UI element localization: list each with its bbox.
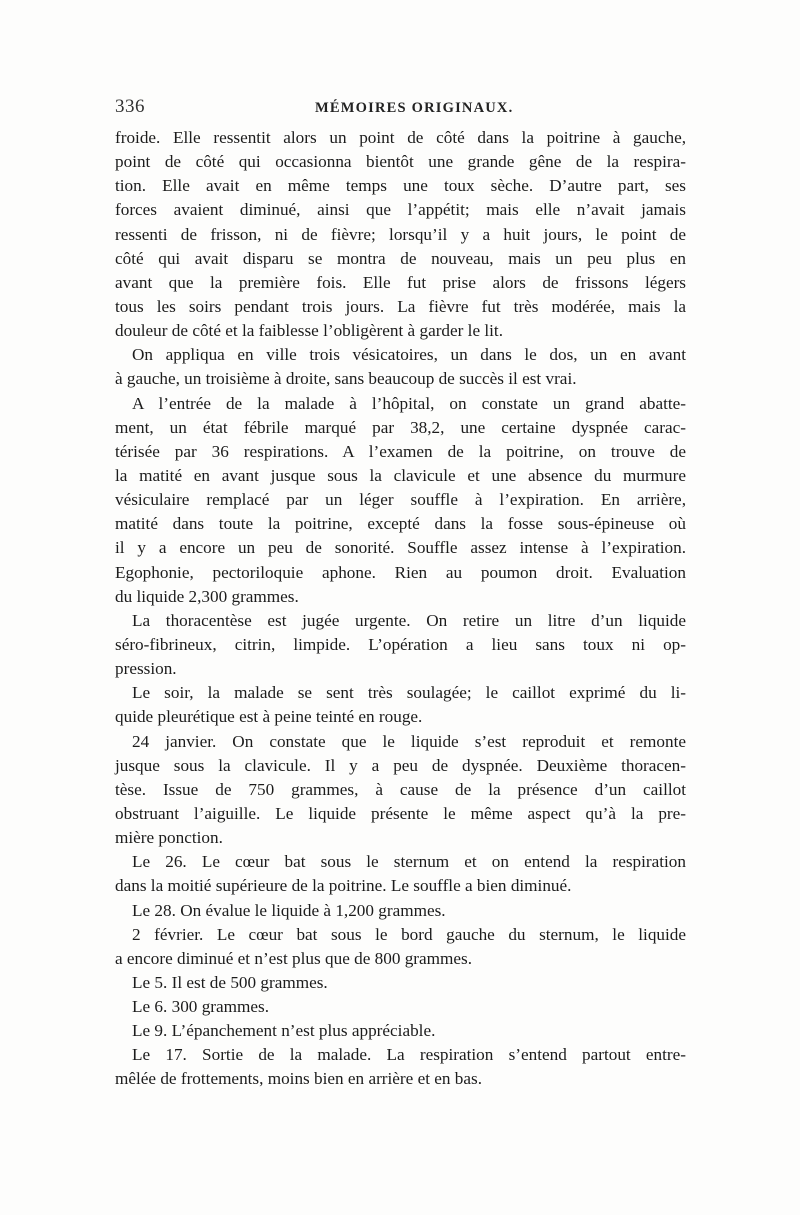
text-line: jusque sous la clavicule. Il y a peu de dyspnée. Deuxième thoracen- bbox=[115, 755, 686, 775]
text-line: Le 28. On évalue le liquide à 1,200 grammes. bbox=[132, 900, 446, 920]
text-line: Le 5. Il est de 500 grammes. bbox=[132, 972, 328, 992]
text-line: Le 26. Le cœur bat sous le sternum et on entend la respiration bbox=[132, 852, 686, 872]
text-line: Le 17. Sortie de la malade. La respiration s’entend partout entre- bbox=[132, 1045, 686, 1065]
text-line: tion. Elle avait en même temps une toux sèche. D’autre part, ses bbox=[115, 176, 686, 196]
body-text bbox=[115, 126, 686, 1092]
text-line: tous les soirs pendant trois jours. La fièvre fut très modérée, mais la bbox=[115, 296, 686, 316]
text-line: forces avaient diminué, ainsi que l’appétit; mais elle n’avait jamais bbox=[115, 200, 686, 220]
text-line: douleur de côté et la faiblesse l’obligèrent à garder le lit. bbox=[115, 321, 503, 341]
text-line: Le soir, la malade se sent très soulagée; le caillot exprimé du li- bbox=[132, 683, 686, 703]
text-line: 24 janvier. On constate que le liquide s’est reproduit et remonte bbox=[132, 731, 686, 751]
text-line: obstruant l’aiguille. Le liquide présente le même aspect qu’à la pre- bbox=[115, 803, 686, 823]
text-line: On appliqua en ville trois vésicatoires, un dans le dos, un en avant bbox=[132, 345, 686, 365]
text-line: froide. Elle ressentit alors un point de côté dans la poitrine à gauche, bbox=[115, 128, 686, 147]
text-line: point de côté qui occasionna bientôt une grande gêne de la respira- bbox=[115, 152, 686, 172]
text-line: Le 9. L’épanchement n’est plus appréciable. bbox=[132, 1021, 436, 1041]
text-line: avant que la première fois. Elle fut prise alors de frissons légers bbox=[115, 272, 686, 292]
text-line: dans la moitié supérieure de la poitrine. Le souffle a bien diminué. bbox=[115, 876, 572, 896]
text-line: mêlée de frottements, moins bien en arrière et en bas. bbox=[115, 1069, 482, 1089]
text-line: mière ponction. bbox=[115, 828, 223, 848]
text-line: térisée par 36 respirations. A l’examen de la poitrine, on trouve de bbox=[115, 441, 686, 461]
text-line: quide pleurétique est à peine teinté en rouge. bbox=[115, 707, 423, 727]
text-line: 2 février. Le cœur bat sous le bord gauche du sternum, le liquide bbox=[132, 924, 686, 944]
text-line: côté qui avait disparu se montra de nouveau, mais un peu plus en bbox=[115, 248, 686, 268]
text-line: à gauche, un troisième à droite, sans beaucoup de succès il est vrai. bbox=[115, 369, 577, 389]
running-title: MÉMOIRES ORIGINAUX. bbox=[315, 100, 514, 116]
page-number: 336 bbox=[115, 96, 145, 117]
text-line: pression. bbox=[115, 659, 177, 679]
text-line: la matité en avant jusque sous la clavicule et une absence du murmure bbox=[115, 465, 686, 485]
text-line: Egophonie, pectoriloquie aphone. Rien au poumon droit. Evaluation bbox=[115, 562, 686, 582]
text-line: matité dans toute la poitrine, excepté dans la fosse sous-épineuse où bbox=[115, 514, 686, 534]
text-line: A l’entrée de la malade à l’hôpital, on constate un grand abatte- bbox=[132, 393, 686, 413]
text-line: tèse. Issue de 750 grammes, à cause de la présence d’un caillot bbox=[115, 779, 686, 799]
text-line: a encore diminué et n’est plus que de 800 grammes. bbox=[115, 948, 473, 968]
text-line: vésiculaire remplacé par un léger souffle à l’expiration. En arrière, bbox=[115, 490, 686, 510]
text-line: La thoracentèse est jugée urgente. On retire un litre d’un liquide bbox=[132, 610, 686, 630]
text-line: ressenti de frisson, ni de fièvre; lorsqu’il y a huit jours, le point de bbox=[115, 224, 686, 244]
running-head bbox=[115, 96, 685, 122]
text-line: séro-fibrineux, citrin, limpide. L’opération a lieu sans toux ni op- bbox=[115, 634, 686, 654]
text-line: Le 6. 300 grammes. bbox=[132, 997, 269, 1017]
text-line: du liquide 2,300 grammes. bbox=[115, 586, 299, 606]
text-line: ment, un état fébrile marqué par 38,2, une certaine dyspnée carac- bbox=[115, 417, 686, 437]
text-line: il y a encore un peu de sonorité. Souffle assez intense à l’expiration. bbox=[115, 538, 686, 558]
